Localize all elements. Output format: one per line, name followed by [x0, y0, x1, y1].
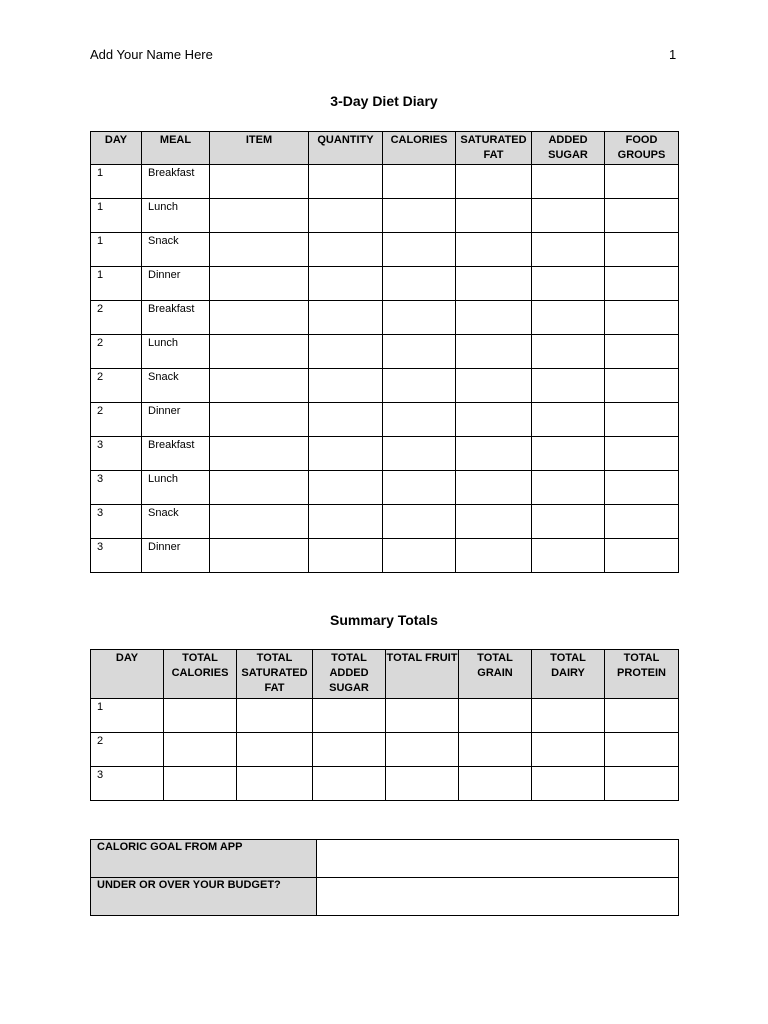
added-sugar-cell[interactable] [532, 471, 605, 505]
food-groups-cell[interactable] [605, 335, 679, 369]
calories-cell[interactable] [383, 471, 456, 505]
column-header-total-protein: TOTAL PROTEIN [605, 650, 679, 699]
column-header-food-groups: FOOD GROUPS [605, 132, 679, 165]
item-cell[interactable] [210, 165, 309, 199]
quantity-cell[interactable] [309, 437, 383, 471]
item-cell[interactable] [210, 267, 309, 301]
table-row [91, 301, 679, 335]
quantity-cell[interactable] [309, 539, 383, 573]
calories-cell[interactable] [383, 199, 456, 233]
quantity-cell[interactable] [309, 199, 383, 233]
day-cell: 3 [91, 505, 142, 539]
added-sugar-cell[interactable] [532, 539, 605, 573]
added-sugar-cell[interactable] [532, 437, 605, 471]
item-cell[interactable] [210, 505, 309, 539]
table-row [91, 539, 679, 573]
table-row [91, 335, 679, 369]
saturated-fat-cell[interactable] [456, 199, 532, 233]
total-fruit-cell[interactable] [386, 699, 459, 733]
diary-header-row [91, 132, 679, 165]
diet-diary-table [90, 131, 679, 573]
food-groups-cell[interactable] [605, 437, 679, 471]
column-header-meal: MEAL [142, 132, 210, 165]
total-protein-cell[interactable] [605, 699, 679, 733]
saturated-fat-cell[interactable] [456, 505, 532, 539]
column-header-added-sugar: ADDED SUGAR [532, 132, 605, 165]
total-fruit-cell[interactable] [386, 767, 459, 801]
added-sugar-cell[interactable] [532, 301, 605, 335]
added-sugar-cell[interactable] [532, 199, 605, 233]
column-header-total-fruit: TOTAL FRUIT [386, 650, 459, 699]
column-header-day: DAY [91, 132, 142, 165]
food-groups-cell[interactable] [605, 471, 679, 505]
item-cell[interactable] [210, 369, 309, 403]
total-saturated-fat-cell[interactable] [237, 767, 313, 801]
meal-cell: Breakfast [142, 437, 210, 471]
quantity-cell[interactable] [309, 369, 383, 403]
quantity-cell[interactable] [309, 403, 383, 437]
added-sugar-cell[interactable] [532, 165, 605, 199]
day-cell: 2 [91, 403, 142, 437]
item-cell[interactable] [210, 471, 309, 505]
quantity-cell[interactable] [309, 267, 383, 301]
saturated-fat-cell[interactable] [456, 369, 532, 403]
meal-cell: Dinner [142, 403, 210, 437]
food-groups-cell[interactable] [605, 505, 679, 539]
day-cell: 2 [91, 369, 142, 403]
summary-totals-table [90, 649, 679, 801]
column-header-total-dairy: TOTAL DAIRY [532, 650, 605, 699]
column-header-total-added-sugar: TOTAL ADDED SUGAR [313, 650, 386, 699]
table-row [91, 233, 679, 267]
caloric-goal-value-cell[interactable] [317, 840, 679, 878]
food-groups-cell[interactable] [605, 403, 679, 437]
day-cell: 2 [91, 301, 142, 335]
total-added-sugar-cell[interactable] [313, 767, 386, 801]
quantity-cell[interactable] [309, 471, 383, 505]
table-row [91, 403, 679, 437]
total-calories-cell[interactable] [164, 733, 237, 767]
total-saturated-fat-cell[interactable] [237, 699, 313, 733]
saturated-fat-cell[interactable] [456, 301, 532, 335]
calories-cell[interactable] [383, 403, 456, 437]
added-sugar-cell[interactable] [532, 369, 605, 403]
day-cell: 1 [91, 233, 142, 267]
table-row [91, 505, 679, 539]
column-header-calories: CALORIES [383, 132, 456, 165]
day-cell: 3 [91, 767, 164, 801]
meal-cell: Lunch [142, 199, 210, 233]
calories-cell[interactable] [383, 233, 456, 267]
added-sugar-cell[interactable] [532, 267, 605, 301]
table-row [91, 699, 679, 733]
item-cell[interactable] [210, 233, 309, 267]
total-added-sugar-cell[interactable] [313, 733, 386, 767]
saturated-fat-cell[interactable] [456, 165, 532, 199]
table-row [91, 267, 679, 301]
calories-cell[interactable] [383, 369, 456, 403]
day-cell: 2 [91, 335, 142, 369]
food-groups-cell[interactable] [605, 369, 679, 403]
added-sugar-cell[interactable] [532, 403, 605, 437]
day-cell: 3 [91, 539, 142, 573]
column-header-day: DAY [91, 650, 164, 699]
saturated-fat-cell[interactable] [456, 403, 532, 437]
food-groups-cell[interactable] [605, 165, 679, 199]
calories-cell[interactable] [383, 335, 456, 369]
column-header-saturated-fat: SATURATED FAT [456, 132, 532, 165]
caloric-goal-label: CALORIC GOAL FROM APP [91, 840, 317, 878]
saturated-fat-cell[interactable] [456, 539, 532, 573]
food-groups-cell[interactable] [605, 301, 679, 335]
total-dairy-cell[interactable] [532, 699, 605, 733]
table-row [91, 733, 679, 767]
budget-status-label: UNDER OR OVER YOUR BUDGET? [91, 878, 317, 916]
author-name-placeholder: Add Your Name Here [90, 47, 213, 62]
total-protein-cell[interactable] [605, 767, 679, 801]
summary-header-row [91, 650, 679, 699]
item-cell[interactable] [210, 437, 309, 471]
food-groups-cell[interactable] [605, 233, 679, 267]
quantity-cell[interactable] [309, 233, 383, 267]
caloric-budget-table [90, 839, 679, 916]
table-row [91, 199, 679, 233]
saturated-fat-cell[interactable] [456, 437, 532, 471]
total-dairy-cell[interactable] [532, 733, 605, 767]
quantity-cell[interactable] [309, 165, 383, 199]
column-header-total-grain: TOTAL GRAIN [459, 650, 532, 699]
total-grain-cell[interactable] [459, 699, 532, 733]
day-cell: 1 [91, 267, 142, 301]
meal-cell: Dinner [142, 539, 210, 573]
item-cell[interactable] [210, 199, 309, 233]
meal-cell: Snack [142, 369, 210, 403]
table-row [91, 767, 679, 801]
total-fruit-cell[interactable] [386, 733, 459, 767]
saturated-fat-cell[interactable] [456, 335, 532, 369]
day-cell: 1 [91, 165, 142, 199]
table-row [91, 840, 679, 878]
total-saturated-fat-cell[interactable] [237, 733, 313, 767]
summary-title: Summary Totals [330, 612, 438, 628]
page-number: 1 [669, 47, 677, 62]
saturated-fat-cell[interactable] [456, 471, 532, 505]
calories-cell[interactable] [383, 505, 456, 539]
item-cell[interactable] [210, 403, 309, 437]
day-cell: 3 [91, 471, 142, 505]
budget-status-value-cell[interactable] [317, 878, 679, 916]
added-sugar-cell[interactable] [532, 505, 605, 539]
item-cell[interactable] [210, 335, 309, 369]
saturated-fat-cell[interactable] [456, 267, 532, 301]
calories-cell[interactable] [383, 267, 456, 301]
meal-cell: Breakfast [142, 301, 210, 335]
total-calories-cell[interactable] [164, 699, 237, 733]
calories-cell[interactable] [383, 165, 456, 199]
calories-cell[interactable] [383, 437, 456, 471]
quantity-cell[interactable] [309, 301, 383, 335]
total-grain-cell[interactable] [459, 767, 532, 801]
table-row [91, 369, 679, 403]
day-cell: 1 [91, 699, 164, 733]
food-groups-cell[interactable] [605, 267, 679, 301]
day-cell: 1 [91, 199, 142, 233]
meal-cell: Lunch [142, 471, 210, 505]
item-cell[interactable] [210, 301, 309, 335]
column-header-quantity: QUANTITY [309, 132, 383, 165]
total-protein-cell[interactable] [605, 733, 679, 767]
meal-cell: Dinner [142, 267, 210, 301]
table-row [91, 437, 679, 471]
meal-cell: Lunch [142, 335, 210, 369]
calories-cell[interactable] [383, 539, 456, 573]
column-header-total-calories: TOTAL CALORIES [164, 650, 237, 699]
food-groups-cell[interactable] [605, 199, 679, 233]
calories-cell[interactable] [383, 301, 456, 335]
total-added-sugar-cell[interactable] [313, 699, 386, 733]
table-row [91, 878, 679, 916]
added-sugar-cell[interactable] [532, 233, 605, 267]
total-dairy-cell[interactable] [532, 767, 605, 801]
diary-title: 3-Day Diet Diary [330, 93, 438, 109]
added-sugar-cell[interactable] [532, 335, 605, 369]
meal-cell: Snack [142, 505, 210, 539]
quantity-cell[interactable] [309, 505, 383, 539]
saturated-fat-cell[interactable] [456, 233, 532, 267]
item-cell[interactable] [210, 539, 309, 573]
quantity-cell[interactable] [309, 335, 383, 369]
column-header-item: ITEM [210, 132, 309, 165]
food-groups-cell[interactable] [605, 539, 679, 573]
column-header-total-saturated-fat: TOTAL SATURATED FAT [237, 650, 313, 699]
meal-cell: Snack [142, 233, 210, 267]
total-calories-cell[interactable] [164, 767, 237, 801]
day-cell: 3 [91, 437, 142, 471]
day-cell: 2 [91, 733, 164, 767]
total-grain-cell[interactable] [459, 733, 532, 767]
meal-cell: Breakfast [142, 165, 210, 199]
table-row [91, 165, 679, 199]
table-row [91, 471, 679, 505]
